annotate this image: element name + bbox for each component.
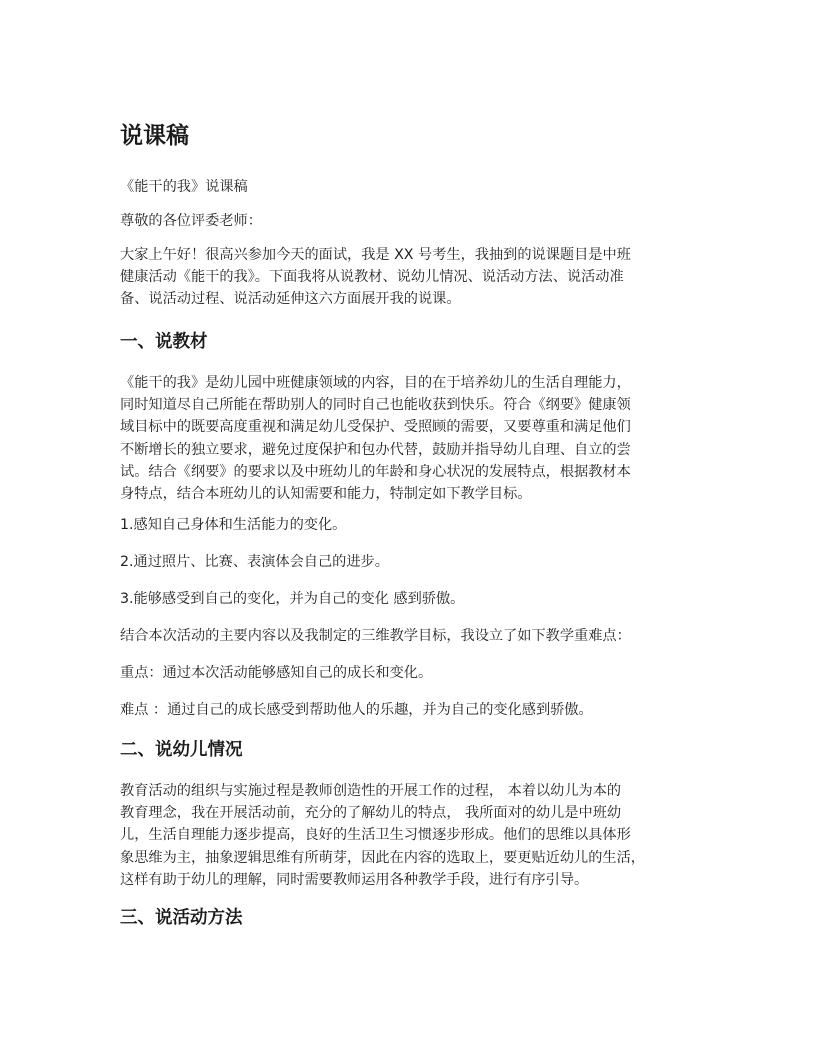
paragraph-line: 《能干的我》是幼儿园中班健康领域的内容，目的在于培养幼儿的生活自理能力， bbox=[120, 375, 631, 391]
paragraph-line: 不断增长的独立要求，避免过度保护和包办代替，鼓励并指导幼儿自理、自立的尝 bbox=[120, 441, 631, 458]
section-heading-3: 三、说活动方法 bbox=[120, 908, 243, 928]
paragraph-line: 象思维为主，抽象逻辑思维有所萌芽，因此在内容的选取上，要更贴近幼儿的生活， bbox=[120, 849, 645, 866]
intro-line: 备、说活动过程、说活动延伸这六方面展开我的说课。 bbox=[120, 291, 461, 308]
section-1-paragraph bbox=[120, 372, 704, 505]
intro-paragraph bbox=[120, 244, 704, 311]
paragraph-line: 教育理念，我在开展活动前，充分的了解幼儿的特点， 我所面对的幼儿是中班幼 bbox=[120, 805, 622, 822]
paragraph-line: 身特点，结合本班幼儿的认知需要和能力，特制定如下教学目标。 bbox=[120, 486, 532, 503]
section-heading-2: 二、说幼儿情况 bbox=[120, 740, 243, 760]
paragraph-line: 同时知道尽自己所能在帮助别人的同时自己也能收获到快乐。符合《纲要》健康领 bbox=[120, 397, 631, 414]
goal-item-2: 2.通过照片、比赛、表演体会自己的进步。 bbox=[120, 554, 389, 570]
goal-item-3: 3.能够感受到自己的变化，并为自己的变化 感到骄傲。 bbox=[120, 591, 465, 607]
key-points-summary: 结合本次活动的主要内容以及我制定的三维教学目标，我设立了如下教学重难点： bbox=[120, 628, 631, 644]
intro-line: 大家上午好！很高兴参加今天的面试，我是 XX 号考生，我抽到的说课题目是中班 bbox=[120, 247, 631, 263]
greeting: 尊敬的各位评委老师： bbox=[120, 213, 262, 229]
key-point: 重点：通过本次活动能够感知自己的成长和变化。 bbox=[120, 665, 433, 681]
paragraph-line: 这样有助于幼儿的理解，同时需要教师运用各种教学手段，进行有序引导。 bbox=[120, 871, 589, 888]
paragraph-line: 教育活动的组织与实施过程是教师创造性的开展工作的过程， 本着以幼儿为本的 bbox=[120, 783, 622, 799]
intro-line: 健康活动《能干的我》。下面我将从说教材、说幼儿情况、说活动方法、说活动准 bbox=[120, 269, 624, 286]
difficult-point: 难点 ：通过自己的成长感受到帮助他人的乐趣，并为自己的变化感到骄傲。 bbox=[120, 702, 593, 718]
document-title: 说课稿 bbox=[120, 123, 189, 149]
paragraph-line: 儿，生活自理能力逐步提高，良好的生活卫生习惯逐步形成。他们的思维以具体形 bbox=[120, 827, 631, 844]
section-2-paragraph bbox=[120, 780, 704, 891]
paragraph-line: 试。结合《纲要》的要求以及中班幼儿的年龄和身心状况的发展特点，根据教材本 bbox=[120, 463, 631, 480]
goal-item-1: 1.感知自己身体和生活能力的变化。 bbox=[120, 517, 347, 533]
lesson-subtitle: 《能干的我》说课稿 bbox=[120, 179, 248, 195]
section-heading-1: 一、说教材 bbox=[120, 332, 208, 352]
paragraph-line: 域目标中的既要高度重视和满足幼儿受保护、受照顾的需要，又要尊重和满足他们 bbox=[120, 419, 631, 436]
